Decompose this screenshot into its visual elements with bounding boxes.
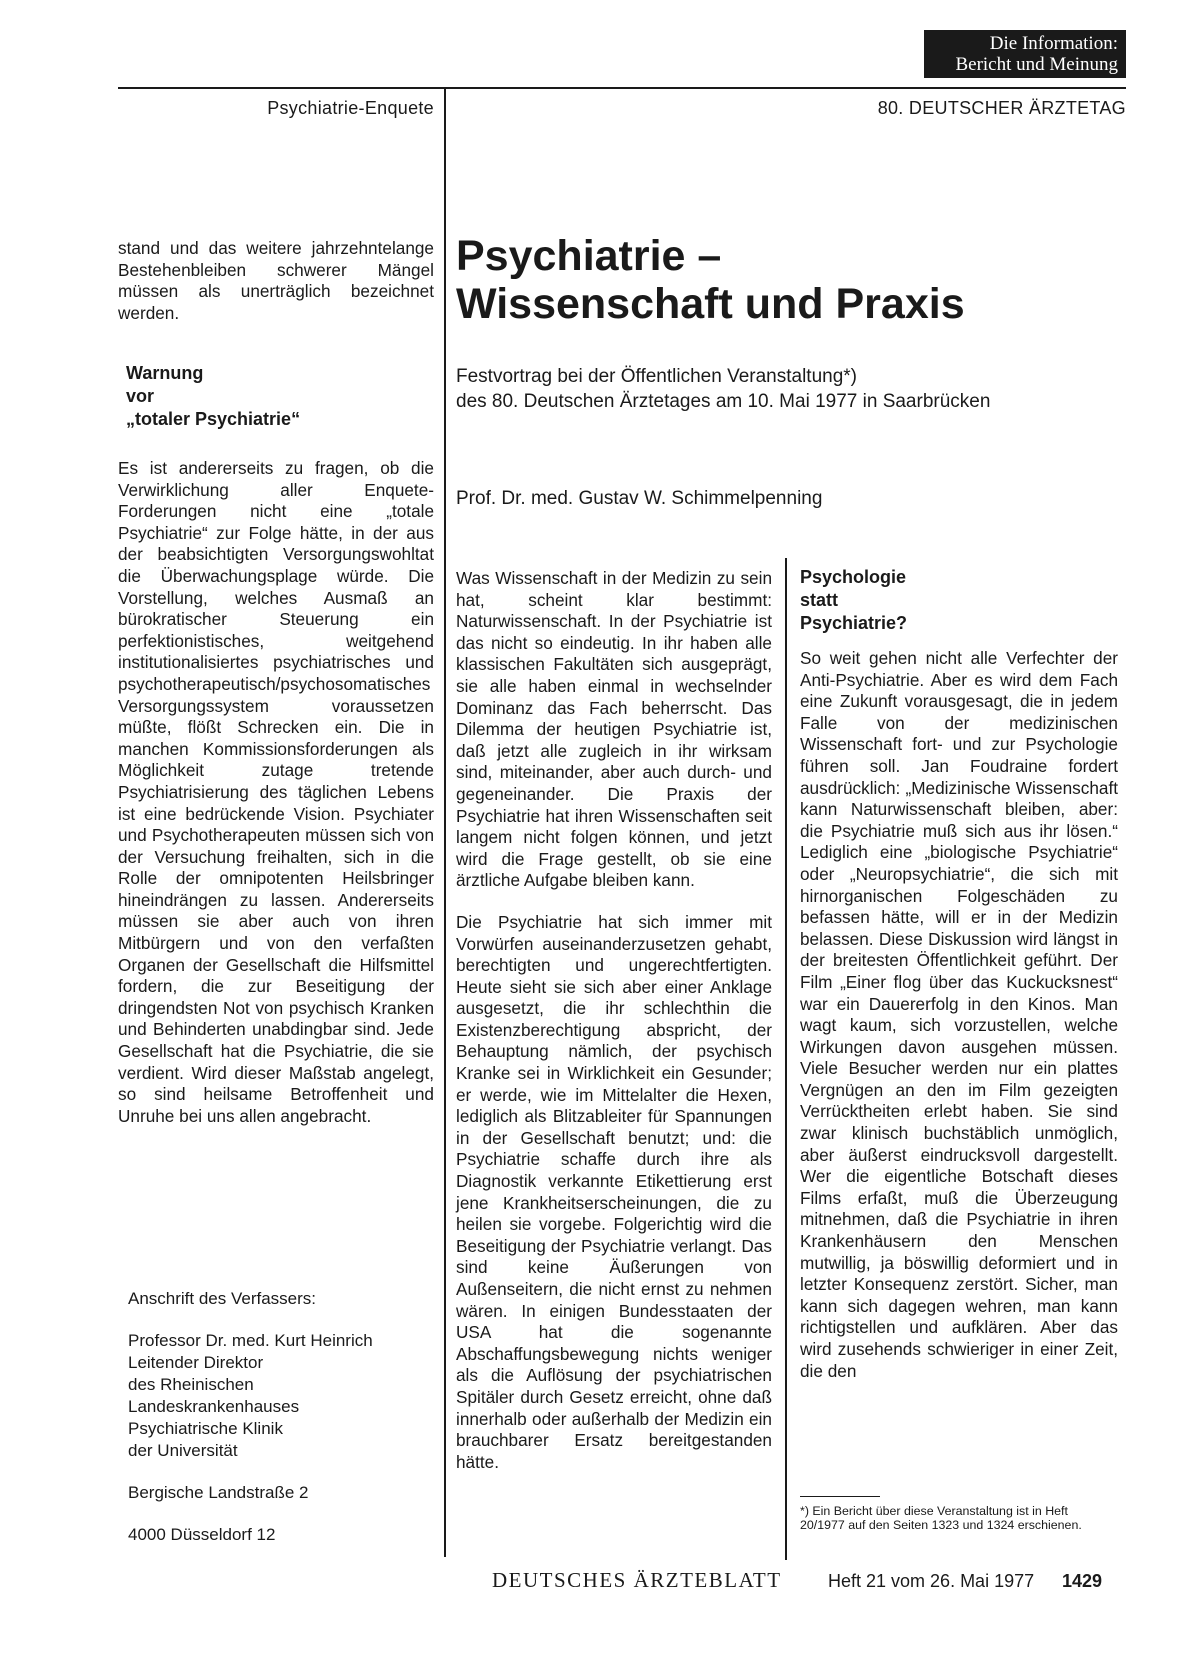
article-subheading-line-1: Psychologie (800, 567, 907, 587)
left-subheading-line-2: vor (126, 386, 155, 406)
footer-issue: Heft 21 vom 26. Mai 1977 (828, 1571, 1035, 1591)
address-label: Anschrift des Verfassers: (128, 1289, 317, 1308)
header-left: Psychiatrie-Enquete (267, 98, 434, 118)
article-author: Prof. Dr. med. Gustav W. Schimmelpenning (456, 488, 823, 509)
article-subtitle (456, 364, 1126, 414)
address-city: 4000 Düsseldorf 12 (128, 1525, 276, 1544)
address-line: Professor Dr. med. Kurt Heinrich (128, 1331, 373, 1350)
article-subheading-line-3: Psychiatrie? (800, 613, 908, 633)
footer-magazine: DEUTSCHES ÄRZTEBLATT (492, 1568, 782, 1592)
address-line: Landeskrankenhauses (128, 1397, 300, 1416)
column-divider (444, 87, 446, 1557)
article-title (456, 232, 1116, 328)
article-title-line-2: Wissenschaft und Praxis (456, 280, 965, 328)
author-address (128, 1288, 434, 1546)
header-right: 80. DEUTSCHER ÄRZTETAG (877, 98, 1126, 118)
article-subtitle-line-2: des 80. Deutschen Ärztetages am 10. Mai 1977 in Saarbrücken (456, 391, 991, 412)
address-line: Leitender Direktor (128, 1353, 264, 1372)
header-rule (118, 87, 1126, 89)
left-subheading-line-3: „totaler Psychiatrie“ (126, 409, 301, 429)
left-subheading-line-1: Warnung (126, 363, 204, 383)
article-paragraph-2: Die Psychiatrie hat sich immer mit Vorwürfen auseinanderzusetzen gehabt, berechtigten und ungerechtfertigten. Heute sieht sie sich aber einer Anklage ausgesetzt, die ihr schlechthin die Existenzberechtigung abspricht, der Behauptung nämlich, der psychisch Kranke sei in Wirklichkeit ein Gesunder; er werde, wie im Mittelalter die Hexen, lediglich als Blitzableiter für Spannungen in der Gesellschaft benutzt; und: die Psychiatrie schaffe durch ihre als Diagnostik verkannte Etikettierung erst jene Krankheitserscheinungen, die zu heilen sie vorgebe. Folgerichtig wird die Beseitigung der Psychiatrie verlangt. Das sind keine Äußerungen von Außenseitern, die nicht ernst zu nehmen wären. In einigen Bundesstaaten der USA hat die sogenannte Abschaffungsbewegung nichts weniger als die Auflösung der psychiatrischen Spitäler durch Gesetz erreicht, ohne daß innerhalb oder außerhalb der Medizin ein brauchbarer Ersatz bereitgestanden hätte. (456, 911, 772, 1472)
article-paragraph-1: Was Wissenschaft in der Medizin zu sein hat, scheint klar bestimmt: Naturwissenschaft. In der Psychiatrie ist das nicht so eindeutig. In ihr haben alle klassischen Fakultäten sich ausgeprägt, sie alle haben einmal in wechselnder Dominanz das Fach beherrscht. Das Dilemma der heutigen Psychiatrie ist, daß jetzt alle zugleich in ihr wirksam sind, miteinander, aber auch durch- und gegeneinander. Die Praxis der Psychiatrie hat ihren Wissenschaften seit langem nicht folgen können, und jetzt wird die Frage gestellt, ob sie eine ärztliche Aufgabe bleiben kann. (456, 568, 772, 891)
footer-page-number: 1429 (1062, 1571, 1103, 1591)
left-subheading (126, 362, 426, 431)
badge-line-1: Die Information: (989, 33, 1118, 54)
footnote-rule (800, 1496, 880, 1497)
article-subtitle-line-1: Festvortrag bei der Öffentlichen Veranstaltung*) (456, 366, 857, 387)
inner-column-divider (785, 558, 787, 1560)
left-intro-text: stand und das weitere jahrzehntelange Bestehenbleiben schwerer Mängel müssen als unerträglich bezeichnet werden. (118, 238, 434, 323)
badge-line-2: Bericht und Meinung (955, 54, 1118, 75)
article-column-2-text: So weit gehen nicht alle Verfechter der Anti-Psychiatrie. Aber es wird dem Fach eine Zukunft vorausgesagt, die in jedem Falle von der medizinischen Wissenschaft fort- und zur Psychologie führen soll. Jan Foudraine fordert ausdrücklich: „Medizinische Wissenschaft kann Naturwissenschaft bleiben, aber: die Psychiatrie muß sich aus ihr lösen.“ Lediglich eine „biologische Psychiatrie“ oder „Neuropsychiatrie“, die sich mit hirnorganischen Folgeschäden zu befassen hätte, will er in der Medizin belassen. Diese Diskussion wird längst in der breitesten Öffentlichkeit geführt. Der Film „Einer flog über das Kuckucksnest“ war ein Dauererfolg in den Kinos. Man wagt kaum, sich vorzustellen, welche Wirkungen davon ausgehen müssen. Viele Besucher werden nur ein plattes Vergnügen an den im Film gezeigten Verrücktheiten erlebt haben. Sie sind zwar klinisch buchstäblich unmöglich, aber äußerst eindrucksvoll dargestellt. Wer die eigentliche Botschaft dieses Films erfaßt, muß die Überzeugung mitnehmen, daß die Psychiatrie in ihren Krankenhäusern den Menschen mutwillig, ja böswillig deformiert und in letzter Konsequenz zerstört. Sicher, man kann sich dagegen wehren, man kann richtigstellen und aufklären. Aber das wird zusehends schwieriger in einer Zeit, die den (800, 648, 1118, 1381)
article-title-line-1: Psychiatrie – (456, 232, 722, 280)
address-line: des Rheinischen (128, 1375, 254, 1394)
section-badge (924, 30, 1126, 78)
address-line: Psychiatrische Klinik (128, 1419, 283, 1438)
footnote: *) Ein Bericht über diese Veranstaltung ist in Heft 20/1977 auf den Seiten 1323 und 1324 erschienen. (800, 1504, 1082, 1532)
article-column-2 (800, 648, 1118, 1382)
article-subheading-line-2: statt (800, 590, 839, 610)
address-street: Bergische Landstraße 2 (128, 1483, 309, 1502)
left-body-text: Es ist andererseits zu fragen, ob die Verwirklichung aller Enquete-Forderungen nicht eine „totale Psychiatrie“ zur Folge hätte, in der aus der beabsichtigten Versorgungswohltat die Überwachungsplage würde. Die Vorstellung, welches Ausmaß an bürokratischer Steuerung ein perfektionistisches, weitgehend institutionalisiertes psychiatrisches und psychotherapeutisch/psychosomatisches Versorgungssystem voraussetzen müßte, flößt Schrecken ein. Die in manchen Kommissionsforderungen als Möglichkeit zutage tretende Psychiatrisierung des täglichen Lebens ist eine bedrückende Vision. Psychiater und Psychotherapeuten müssen sich von der Versuchung freihalten, sich in die Rolle der omnipotenten Heilsbringer hineindrängen zu lassen. Andererseits müssen sie aber auch von ihren Mitbürgern und von den verfaßten Organen der Gesellschaft die Hilfsmittel fordern, die zur Beseitigung der dringendsten Not von psychisch Kranken und Behinderten unabdingbar sind. Jede Gesellschaft hat die Psychiatrie, die sie verdient. Wird dieser Maßstab angelegt, so sind heilsame Betroffenheit und Unruhe bei uns allen angebracht. (118, 458, 434, 1126)
address-line: der Universität (128, 1441, 238, 1460)
left-intro (118, 238, 434, 324)
article-subheading (800, 566, 1120, 635)
left-body (118, 458, 434, 1127)
article-column-1 (456, 568, 772, 1473)
